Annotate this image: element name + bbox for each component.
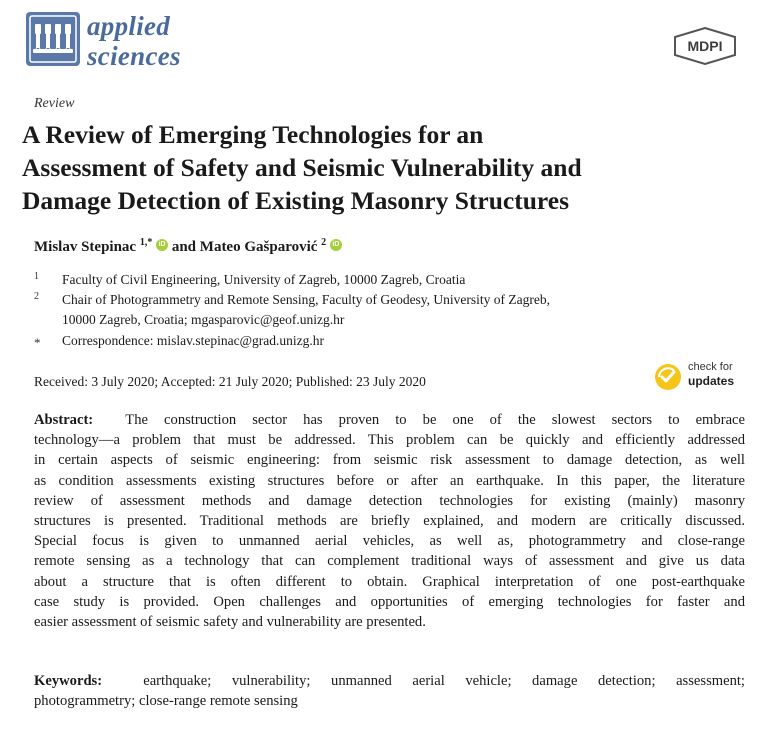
keywords-line: photogrammetry; close-range remote sensing [34, 693, 298, 710]
check-for-updates-badge[interactable] [654, 359, 764, 393]
article-type: Review [34, 96, 75, 111]
journal-logo-icon [26, 12, 80, 66]
title-line: Damage Detection of Existing Masonry Structures [22, 186, 569, 215]
orcid-icon[interactable]: iD [330, 239, 342, 251]
abstract-line: easier assessment of seismic safety and vulnerability are presented. [34, 614, 426, 631]
author-name: Mateo Gašparović [199, 239, 318, 255]
mdpi-logo [672, 27, 738, 65]
paper-title [22, 118, 742, 217]
abstract-line: Special focus is given to unmanned aerial vehicles, as well as, photogrammetry and close-range [34, 533, 745, 550]
affiliation-text: Chair of Photogrammetry and Remote Sensing, Faculty of Geodesy, University of Zagreb, [62, 292, 551, 307]
journal-name-line-1: applied [87, 11, 171, 41]
abstract-label: Abstract: [34, 412, 94, 428]
keywords-label: Keywords: [34, 673, 103, 689]
journal-name-line-2: sciences [87, 41, 181, 71]
abstract-line: technology—a problem that must be addressed. This problem can be quickly and efficiently addressed [34, 432, 745, 449]
keywords [34, 671, 745, 711]
author-affiliation-marker: 1,* [139, 237, 153, 248]
affiliation-text: 10000 Zagreb, Croatia; mgasparovic@geof.unizg.hr [62, 312, 345, 327]
badge-line-2: updates [688, 374, 735, 388]
abstract-line: structures is presented. Traditional methods are briefly explained, and modern are critically discussed. [34, 513, 745, 530]
affiliation-marker: 2 [34, 291, 39, 302]
correspondence-text: Correspondence: mislav.stepinac@grad.unizg.hr [62, 333, 324, 348]
affiliation-text: Faculty of Civil Engineering, University of Zagreb, 10000 Zagreb, Croatia [62, 272, 466, 287]
affiliation-marker: * [34, 335, 41, 350]
author-list [34, 237, 342, 256]
title-line: A Review of Emerging Technologies for an [22, 120, 484, 149]
abstract [34, 410, 745, 632]
abstract-line: case study is provided. Open challenges and opportunities of emerging technologies for faster and [34, 593, 745, 610]
abstract-line: review of assessment methods and damage detection technologies for existing (mainly) masonry [34, 492, 745, 509]
author-affiliation-marker: 2 [321, 237, 327, 248]
abstract-line: as condition assessments existing structures before or after an earthquake. In this paper, the literature [34, 472, 745, 489]
affiliation-marker: 1 [34, 271, 39, 282]
abstract-line: about a structure that is often different to obtain. Graphical interpretation of one post-earthquake [34, 573, 745, 590]
publication-dates: Received: 3 July 2020; Accepted: 21 July 2020; Published: 23 July 2020 [34, 374, 426, 389]
orcid-icon[interactable]: iD [156, 239, 168, 251]
title-line: Assessment of Safety and Seismic Vulnerability and [22, 153, 582, 182]
abstract-line: remote sensing as a technology that can complement traditional ways of assessment and give us data [34, 553, 745, 570]
author-joiner: and [171, 239, 197, 255]
abstract-line: Abstract: The construction sector has proven to be one of the slowest sectors to embrace [34, 412, 746, 428]
abstract-line: in certain aspects of seismic engineering: from seismic risk assessment to damage detection, as well [34, 452, 745, 469]
badge-line-1: check for [688, 361, 733, 373]
keywords-line: Keywords: earthquake; vulnerability; unmanned aerial vehicle; damage detection; assessment; [34, 673, 745, 689]
check-for-updates-icon [654, 363, 682, 391]
author-name: Mislav Stepinac [34, 239, 137, 255]
mdpi-logo-text: MDPI [687, 38, 723, 54]
